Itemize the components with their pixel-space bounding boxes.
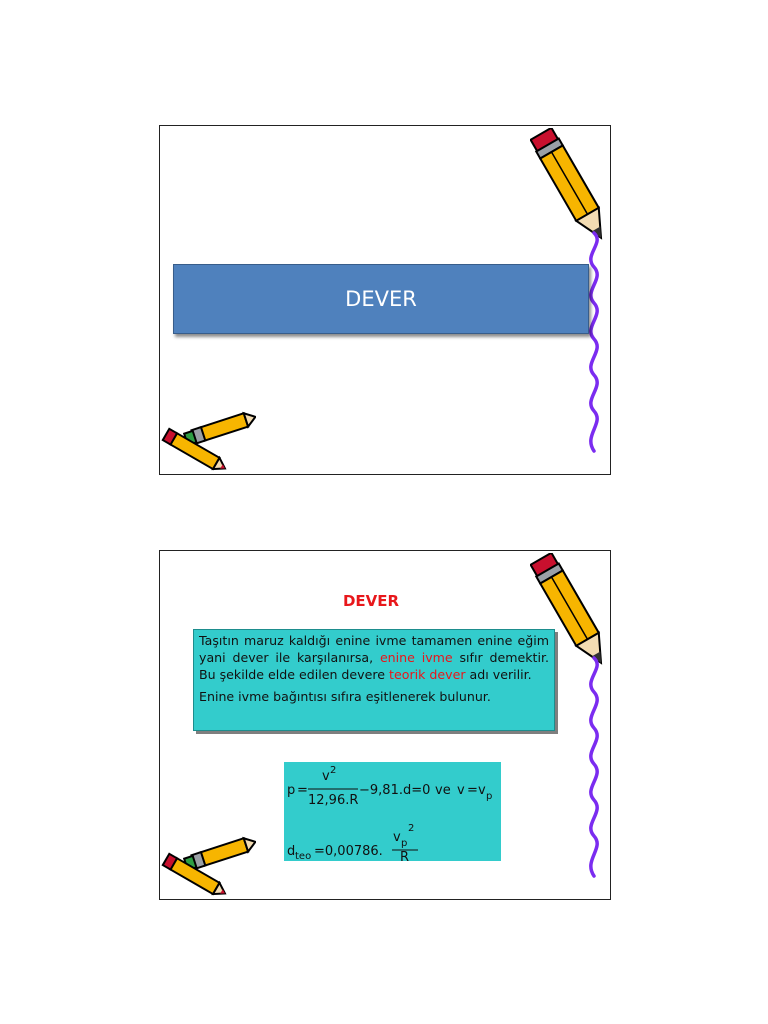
- formula2-coef: =0,00786.: [314, 844, 383, 859]
- formula2-lhs: d: [287, 844, 296, 859]
- formula1-num: v: [322, 769, 330, 784]
- formula1-cond-rhs: v: [478, 783, 486, 798]
- slide-1: [159, 125, 611, 475]
- squiggle-decoration: [581, 656, 607, 878]
- formula2-num-exp: 2: [408, 823, 415, 834]
- formula1-eq: =: [297, 783, 308, 798]
- formula2-num-sub: p: [401, 838, 408, 849]
- highlight-term: enine ivme: [379, 650, 453, 665]
- definition-box: [193, 629, 555, 731]
- highlight-term: teorik dever: [389, 667, 466, 682]
- formula1-num-exp: 2: [330, 765, 337, 776]
- text-run: adı verilir.: [465, 667, 532, 682]
- formula2-den: R: [400, 850, 410, 861]
- pencils-icon: [160, 829, 256, 897]
- pencils-icon: [160, 404, 256, 472]
- formula1-lhs: p: [287, 783, 296, 798]
- formula1-cond-lhs: v: [457, 783, 465, 798]
- formula1-den: 12,96.R: [308, 793, 359, 808]
- definition-paragraph: [199, 632, 549, 683]
- pencil-icon: [530, 128, 610, 240]
- formula2-num: v: [393, 830, 401, 845]
- formula1-rest: −9,81.d=0: [359, 783, 431, 798]
- text-run: Taşıtın maruz kaldığı enine ivme tamamen enine eğim yani dever ile karşılanırsa,: [199, 633, 549, 665]
- slide-heading: DEVER: [342, 592, 400, 610]
- formula1-cond-eq: =: [467, 783, 478, 798]
- formula-graphic: [284, 762, 501, 861]
- formula1-cond-sub: p: [486, 791, 493, 802]
- text-run: sıfır demektir. Bu şekilde elde edilen devere: [199, 650, 549, 682]
- formula1-and: ve: [435, 783, 451, 798]
- formula-box: [284, 762, 501, 861]
- method-paragraph: Enine ivme bağıntısı sıfıra eşitlenerek bulunur.: [199, 689, 491, 704]
- formula2-lhs-sub: teo: [295, 851, 312, 861]
- slide-title-bar: DEVER: [173, 264, 589, 334]
- slide-2: [159, 550, 611, 900]
